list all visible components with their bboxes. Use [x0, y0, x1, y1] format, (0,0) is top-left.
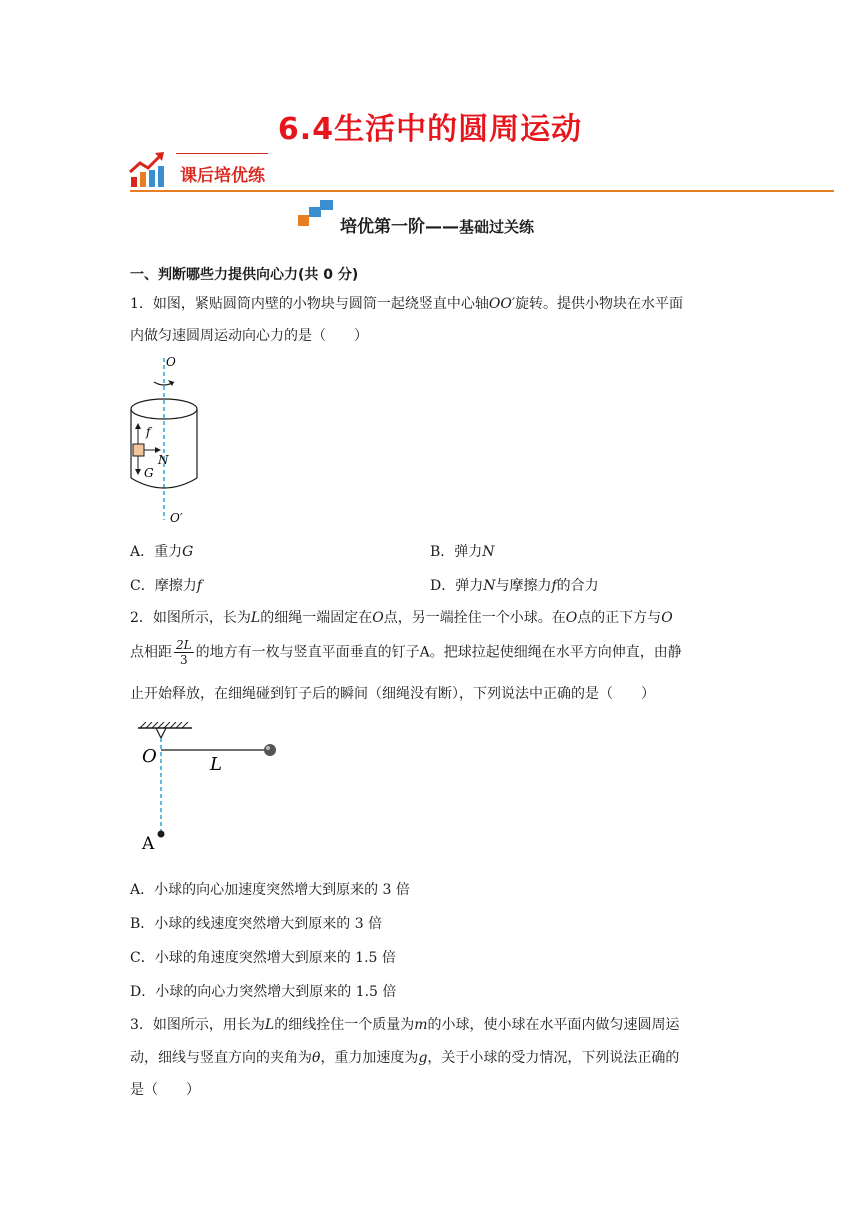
q1-label-o: O — [166, 355, 176, 369]
header-divider — [130, 190, 834, 192]
q2-option-a[interactable]: A．小球的向心加速度突然增大到原来的 3 倍 — [130, 882, 410, 898]
growth-chart-icon — [128, 150, 168, 190]
q1-option-c[interactable] — [130, 575, 202, 595]
q2-text-c: 点，另一端拴住一个小球。在 — [383, 610, 566, 626]
q1-option-d-var2: f — [551, 578, 557, 594]
q1-option-d-post: 的合力 — [556, 578, 599, 594]
q3-var-m: m — [414, 1017, 428, 1033]
q2-label-o: O — [142, 746, 157, 767]
q1-option-b[interactable] — [430, 541, 495, 561]
q2-text-f: 的地方有一枚与竖直平面垂直的钉子A。把球拉起使细绳在水平方向伸直，由静 — [195, 644, 682, 661]
q2-line1 — [130, 608, 834, 628]
q2-fraction — [174, 638, 194, 667]
q2-frac-den: 3 — [179, 653, 188, 667]
q1-label-g: G — [144, 466, 154, 480]
stairs-icon — [296, 199, 336, 229]
q2-var-o2: O — [565, 610, 578, 626]
q1-axis-var: OO′ — [488, 296, 516, 312]
stage-dash: —— — [425, 217, 459, 237]
q1-option-b-text: B．弹力 — [430, 544, 483, 560]
cylinder-diagram — [122, 352, 212, 527]
q1-option-c-text: C．摩擦力 — [130, 578, 197, 594]
q3-text-c: 的小球，使小球在水平面内做匀速圆周运 — [427, 1017, 680, 1033]
badge-top-rule — [176, 153, 268, 154]
q3-var-l: L — [264, 1017, 275, 1033]
q1-text-a: 1．如图，紧贴圆筒内壁的小物块与圆筒一起绕竖直中心轴 — [130, 296, 489, 312]
q1-option-d-text: D．弹力 — [430, 578, 484, 594]
q3-text-d: 动，细线与竖直方向的夹角为 — [130, 1050, 312, 1066]
q3-text-a: 3．如图所示，用长为 — [130, 1017, 265, 1033]
q2-option-d[interactable]: D．小球的向心力突然增大到原来的 1.5 倍 — [130, 984, 397, 1000]
q3-line2 — [130, 1048, 834, 1068]
q1-option-a-text: A．重力 — [130, 544, 183, 560]
q1-option-c-var: f — [196, 578, 202, 594]
section-heading: 一、判断哪些力提供向心力(共 0 分) — [130, 267, 359, 283]
q2-label-a: A — [142, 834, 155, 854]
q2-var-o1: O — [372, 610, 384, 626]
q2-text-b: 的细绳一端固定在 — [260, 610, 373, 626]
q3-text-e: ，重力加速度为 — [320, 1050, 419, 1066]
q2-label-l: L — [210, 754, 222, 775]
q2-var-o3: O — [661, 610, 673, 626]
q3-var-theta: θ — [312, 1050, 321, 1066]
q1-text-b: 旋转。提供小物块在水平面 — [515, 296, 684, 312]
q3-var-g: g — [418, 1050, 428, 1066]
stage-main: 培优第一阶 — [340, 217, 425, 237]
q3-text-f: ，关于小球的受力情况，下列说法正确的 — [427, 1050, 680, 1066]
q1-option-d-mid: 与摩擦力 — [495, 578, 552, 594]
q2-text-a: 2．如图所示，长为 — [130, 610, 251, 626]
q1-option-a[interactable] — [130, 541, 193, 561]
q3-line1 — [130, 1015, 834, 1035]
q2-text-d: 点的正下方与 — [577, 610, 662, 626]
q1-line1 — [130, 294, 834, 314]
page-title: 6.4生活中的圆周运动 — [277, 112, 583, 147]
q1-option-d-var1: N — [483, 578, 496, 594]
q1-label-o-prime: O′ — [170, 511, 183, 525]
badge-label: 课后培优练 — [180, 166, 265, 186]
q1-label-f: f — [146, 425, 151, 439]
q1-option-a-var: G — [182, 544, 194, 560]
stage-heading — [340, 212, 534, 237]
q2-option-c[interactable]: C．小球的角速度突然增大到原来的 1.5 倍 — [130, 950, 396, 966]
q3-text-b: 的细线拴住一个质量为 — [274, 1017, 415, 1033]
q2-var-l: L — [250, 610, 261, 626]
stage-sub: 基础过关练 — [459, 218, 535, 236]
pendulum-diagram — [130, 722, 290, 854]
q2-frac-num: 2L — [176, 638, 192, 652]
q2-line2 — [130, 638, 834, 667]
q1-label-n: N — [158, 453, 169, 467]
q1-option-d[interactable] — [430, 575, 599, 595]
q3-line3: 是（ ） — [130, 1082, 200, 1098]
q2-option-b[interactable]: B．小球的线速度突然增大到原来的 3 倍 — [130, 916, 383, 932]
q2-line3: 止开始释放，在细绳碰到钉子后的瞬间（细绳没有断），下列说法中正确的是（ ） — [130, 686, 655, 702]
q1-option-b-var: N — [482, 544, 495, 560]
q2-text-e: 点相距 — [130, 644, 172, 661]
q1-line2: 内做匀速圆周运动向心力的是（ ） — [130, 328, 368, 344]
